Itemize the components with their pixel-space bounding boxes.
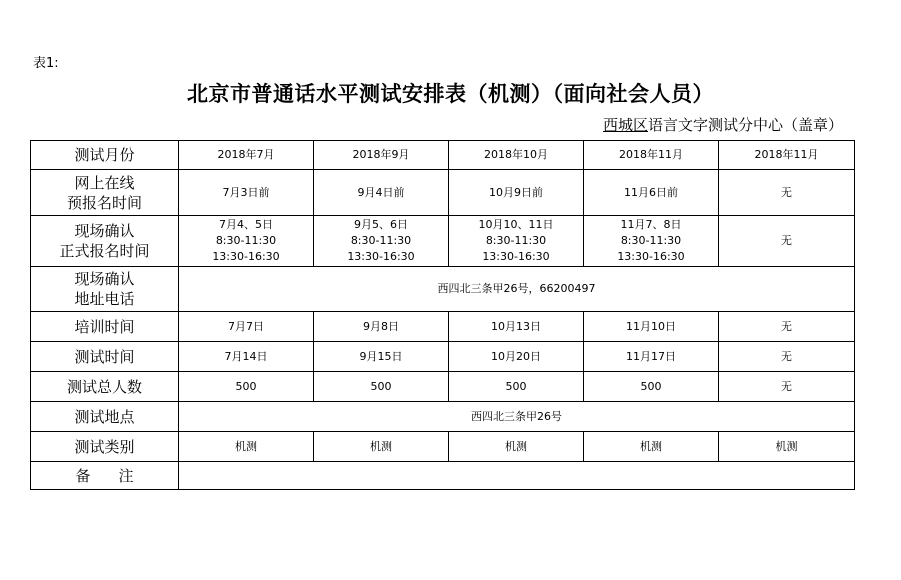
cell-test-time: 7月14日 — [179, 342, 314, 372]
cell-type: 机测 — [179, 432, 314, 462]
cell-month: 2018年10月 — [449, 141, 584, 170]
cell-remarks — [179, 462, 855, 490]
cell-onsite-time — [449, 216, 584, 267]
onsite-date: 9月5、6日 — [354, 218, 408, 231]
row-header: 测试总人数 — [31, 372, 179, 402]
row-header: 测试时间 — [31, 342, 179, 372]
cell-onsite-time — [584, 216, 719, 267]
issuing-organization — [603, 114, 843, 135]
row-header — [31, 462, 179, 490]
cell-total: 500 — [584, 372, 719, 402]
row-test-location — [31, 402, 855, 432]
schedule-table — [30, 140, 855, 490]
row-header-line: 现场确认 — [74, 270, 135, 288]
row-header-line: 正式报名时间 — [59, 242, 150, 260]
cell-type: 机测 — [584, 432, 719, 462]
onsite-am: 8:30-11:30 — [620, 234, 682, 247]
cell-test-time: 10月20日 — [449, 342, 584, 372]
row-remarks — [31, 462, 855, 490]
row-onsite-registration — [31, 216, 855, 267]
row-test-type — [31, 432, 855, 462]
cell-online-deadline: 11月6日前 — [584, 170, 719, 216]
cell-type: 机测 — [314, 432, 449, 462]
onsite-am: 8:30-11:30 — [350, 234, 412, 247]
table-label: 表1: — [33, 56, 59, 71]
cell-month: 2018年7月 — [179, 141, 314, 170]
row-onsite-address — [31, 267, 855, 312]
cell-onsite-time — [179, 216, 314, 267]
row-training-time — [31, 312, 855, 342]
row-header: 测试月份 — [31, 141, 179, 170]
cell-month: 2018年11月 — [719, 141, 855, 170]
cell-online-deadline: 7月3日前 — [179, 170, 314, 216]
remarks-label-char: 注 — [118, 466, 134, 485]
onsite-date: 11月7、8日 — [620, 218, 682, 231]
row-header: 测试地点 — [31, 402, 179, 432]
cell-training: 9月8日 — [314, 312, 449, 342]
cell-location: 西四北三条甲26号 — [179, 402, 855, 432]
row-header — [31, 170, 179, 216]
cell-month: 2018年11月 — [584, 141, 719, 170]
cell-onsite-time — [314, 216, 449, 267]
onsite-am: 8:30-11:30 — [485, 234, 547, 247]
cell-type: 机测 — [719, 432, 855, 462]
org-district: 西城区 — [602, 116, 648, 134]
onsite-date: 7月4、5日 — [219, 218, 273, 231]
cell-online-deadline: 9月4日前 — [314, 170, 449, 216]
row-online-registration — [31, 170, 855, 216]
cell-test-time: 无 — [719, 342, 855, 372]
page-title: 北京市普通话水平测试安排表（机测）（面向社会人员） — [187, 82, 714, 106]
row-header-line: 现场确认 — [74, 222, 135, 240]
cell-type: 机测 — [449, 432, 584, 462]
row-header-line: 地址电话 — [74, 290, 135, 308]
onsite-pm: 13:30-16:30 — [482, 250, 550, 263]
onsite-pm: 13:30-16:30 — [347, 250, 415, 263]
onsite-am: 8:30-11:30 — [215, 234, 277, 247]
cell-test-time: 11月17日 — [584, 342, 719, 372]
row-header: 培训时间 — [31, 312, 179, 342]
cell-training: 7月7日 — [179, 312, 314, 342]
cell-total: 500 — [449, 372, 584, 402]
cell-total: 无 — [719, 372, 855, 402]
cell-online-deadline: 无 — [719, 170, 855, 216]
row-header — [31, 267, 179, 312]
onsite-pm: 13:30-16:30 — [212, 250, 280, 263]
cell-training: 10月13日 — [449, 312, 584, 342]
row-header-line: 预报名时间 — [66, 193, 142, 212]
row-header-line: 网上在线 — [74, 173, 135, 192]
cell-month: 2018年9月 — [314, 141, 449, 170]
row-header — [31, 216, 179, 267]
cell-training: 11月10日 — [584, 312, 719, 342]
cell-address-phone: 西四北三条甲26号，66200497 — [179, 267, 855, 312]
onsite-date: 10月10、11日 — [478, 218, 554, 231]
cell-training: 无 — [719, 312, 855, 342]
row-test-month — [31, 141, 855, 170]
org-name: 语言文字测试分中心（盖章） — [647, 116, 843, 134]
row-test-time — [31, 342, 855, 372]
cell-total: 500 — [314, 372, 449, 402]
cell-total: 500 — [179, 372, 314, 402]
cell-test-time: 9月15日 — [314, 342, 449, 372]
remarks-label-char: 备 — [75, 466, 91, 485]
cell-onsite-time: 无 — [719, 216, 855, 267]
onsite-pm: 13:30-16:30 — [617, 250, 685, 263]
row-total-participants — [31, 372, 855, 402]
row-header: 测试类别 — [31, 432, 179, 462]
cell-online-deadline: 10月9日前 — [449, 170, 584, 216]
